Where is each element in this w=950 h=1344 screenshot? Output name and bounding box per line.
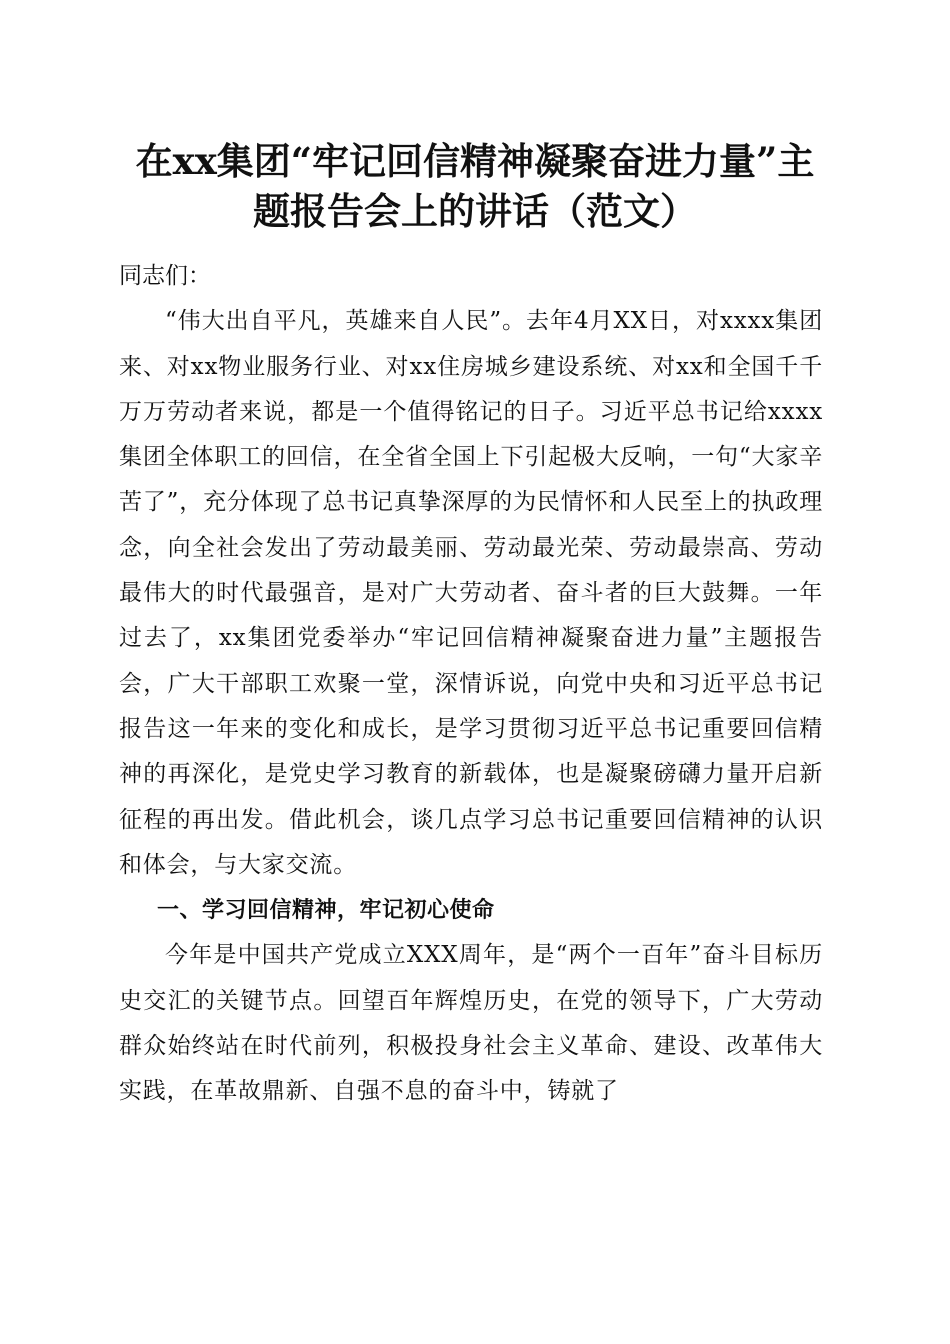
title-line-2: 题报告会上的讲话（范文）	[253, 189, 697, 233]
section-heading-1: 一、学习回信精神，牢记初心使命	[157, 898, 495, 924]
document-body	[119, 254, 823, 1115]
salutation: 同志们：	[119, 263, 211, 289]
document-title	[110, 136, 840, 236]
title-line-1: 在xx集团“牢记回信精神凝聚奋进力量”主	[135, 139, 815, 183]
paragraph-intro: “伟大出自平凡，英雄来自人民”。去年4月XX日，对xxxx集团来、对xx物业服务行业、对xx住房城乡建设系统、对xx和全国千千万万劳动者来说，都是一个值得铭记的日子。习近平总书记给xxxx集团全体职工的回信，在全省全国上下引起极大反响，一句“大家辛苦了”，充分体现了总书记真挚深厚的为民情怀和人民至上的执政理念，向全社会发出了劳动最美丽、劳动最光荣、劳动最崇高、劳动最伟大的时代最强音，是对广大劳动者、奋斗者的巨大鼓舞。一年过去了，xx集团党委举办“牢记回信精神凝聚奋进力量”主题报告会，广大干部职工欢聚一堂，深情诉说，向党中央和习近平总书记报告这一年来的变化和成长，是学习贯彻习近平总书记重要回信精神的再深化，是党史学习教育的新载体，也是凝聚磅礴力量开启新征程的再出发。借此机会，谈几点学习总书记重要回信精神的认识和体会，与大家交流。	[119, 308, 823, 878]
paragraph-section-1: 今年是中国共产党成立XXX周年，是“两个一百年”奋斗目标历史交汇的关键节点。回望百年辉煌历史，在党的领导下，广大劳动群众始终站在时代前列，积极投身社会主义革命、建设、改革伟大实践，在革故鼎新、自强不息的奋斗中，铸就了	[119, 942, 823, 1105]
